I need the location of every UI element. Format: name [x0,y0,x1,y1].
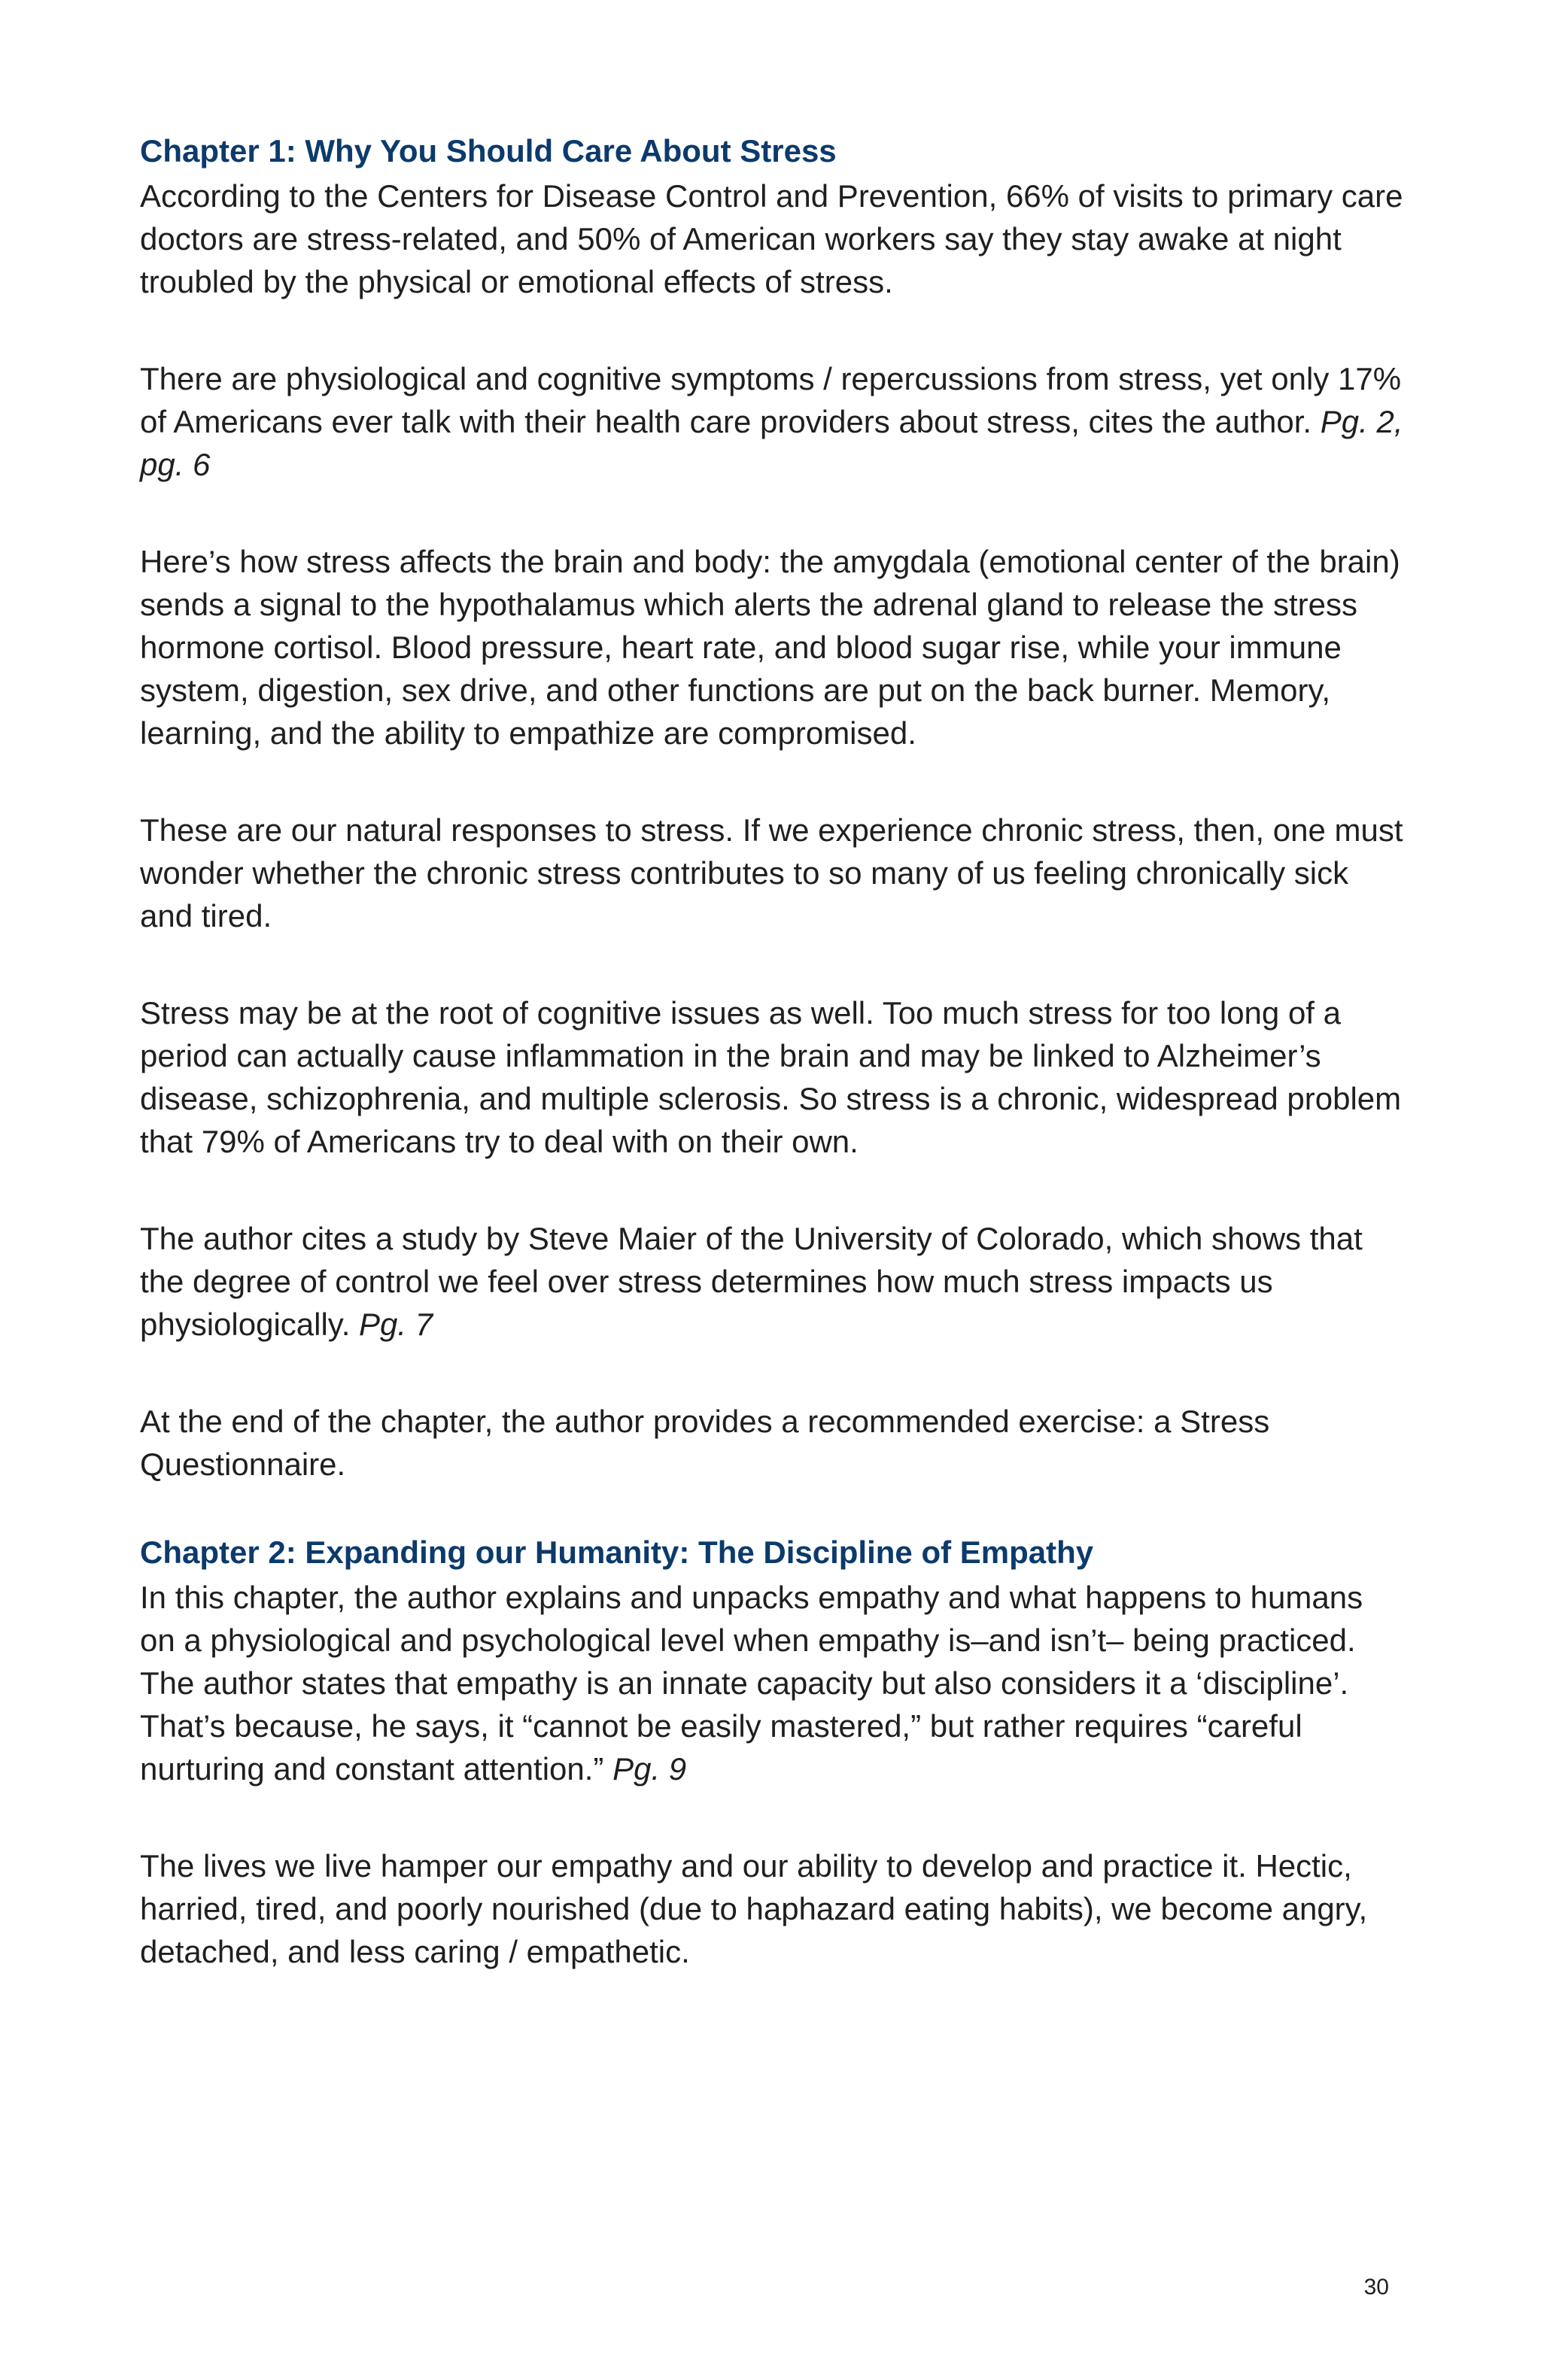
paragraph-text: There are physiological and cognitive symptoms / repercussions from stress, yet only 17% of Americans ever talk with their health care providers about stress, cites the author. [140,361,1402,439]
chapter-1-paragraph-6 [140,1217,1404,1346]
paragraph-text: In this chapter, the author explains and unpacks empathy and what happens to humans on a physiological and psychological level when empathy is–and isn’t– being practiced. The author states that empathy is an innate capacity but also considers it a ‘discipline’. That’s because, he says, it “cannot be easily mastered,” but rather requires “careful nurturing and constant attention.” [140,1580,1363,1787]
chapter-1-paragraph-7 [140,1400,1404,1486]
paragraph-text: The author cites a study by Steve Maier of the University of Colorado, which shows that the degree of control we feel over stress determines how much stress impacts us physiologically. [140,1221,1363,1342]
chapter-1-paragraph-2 [140,357,1404,486]
page-number: 30 [1363,2275,1389,2300]
chapter-1-heading: Chapter 1: Why You Should Care About Stress [140,133,837,168]
chapter-2-paragraph-2 [140,1844,1404,1973]
chapter-1-paragraph-4 [140,809,1404,937]
paragraph-text: The lives we live hamper our empathy and our ability to develop and practice it. Hectic, harried, tired, and poorly nourished (due to haphazard eating habits), we become angry, detached, and less caring / empathetic. [140,1848,1368,1969]
page-citation: Pg. 9 [612,1751,687,1787]
chapter-1-paragraph-3 [140,540,1404,754]
page-citation: Pg. 2, pg. 6 [140,404,1403,482]
paragraph-text: At the end of the chapter, the author provides a recommended exercise: a Stress Questionnaire. [140,1404,1270,1482]
page-content [140,128,1404,1973]
page-citation: Pg. 7 [359,1307,433,1342]
paragraph-text: Here’s how stress affects the brain and body: the amygdala (emotional center of the brain) sends a signal to the hypothalamus which alerts the adrenal gland to release the stress hormone cortisol. Blood pressure, heart rate, and blood sugar rise, while your immune system, digestion, sex drive, and other functions are put on the back burner. Memory, learning, and the ability to empathize are compromised. [140,544,1400,751]
chapter-1-paragraph-5 [140,991,1404,1163]
chapter-2-paragraph-1 [140,1576,1404,1790]
paragraph-text: According to the Centers for Disease Control and Prevention, 66% of visits to primary care doctors are stress-related, and 50% of American workers say they stay awake at night troubled by the physical or emotional effects of stress. [140,178,1403,299]
chapter-2-heading: Chapter 2: Expanding our Humanity: The Discipline of Empathy [140,1535,1094,1570]
paragraph-text: Stress may be at the root of cognitive issues as well. Too much stress for too long of a period can actually cause inflammation in the brain and may be linked to Alzheimer’s disease, schizophrenia, and multiple sclerosis. So stress is a chronic, widespread problem that 79% of Americans try to deal with on their own. [140,995,1402,1159]
chapter-1-paragraph-1 [140,175,1404,303]
paragraph-text: These are our natural responses to stress. If we experience chronic stress, then, one must wonder whether the chronic stress contributes to so many of us feeling chronically sick and tired. [140,812,1403,933]
